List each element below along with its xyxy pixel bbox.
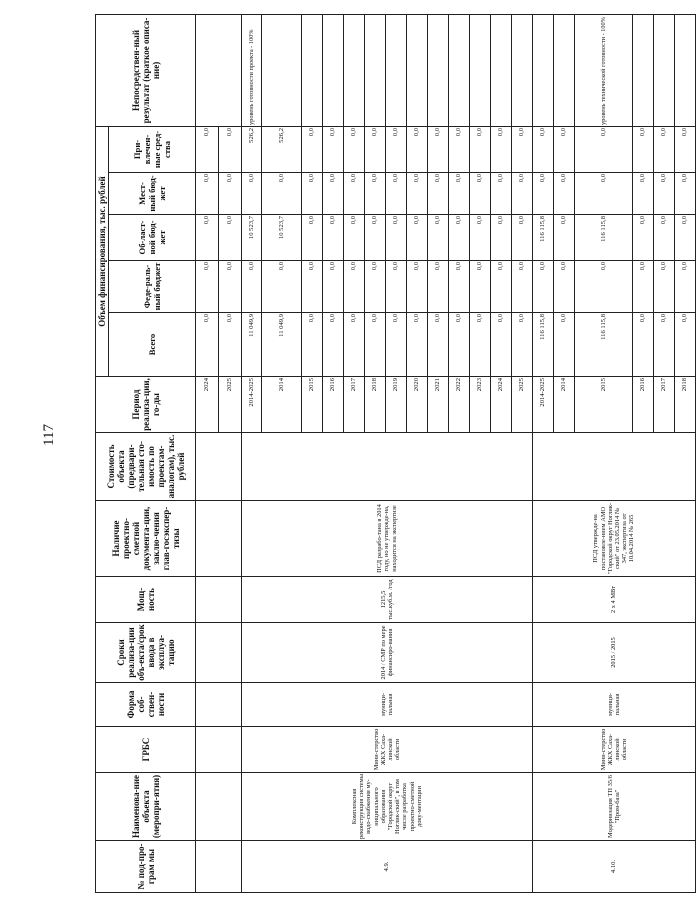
investment-table — [95, 14, 696, 893]
regional-cell: 0,0 — [386, 215, 407, 261]
local-cell: 0,0 — [344, 173, 365, 215]
cont-cell — [196, 14, 242, 126]
federal-cell: 0,0 — [242, 261, 262, 313]
cont-cell — [196, 727, 242, 773]
table-row — [196, 14, 219, 892]
regional-cell: 0,0 — [554, 215, 575, 261]
attracted-cell: 0,0 — [428, 126, 449, 172]
obj49-name: Комплексная реконструкция системы водо-снабжения му-ниципального образования "Городской округ Ноглик-ский", в том числе разработка проектно-сметной доку-ментации — [242, 773, 533, 841]
obj410-terms: 2015 / 2015 — [533, 623, 696, 683]
local-cell: 0,0 — [365, 173, 386, 215]
header-funding: Объем финансирования, тыс. рублей — [96, 126, 109, 376]
local-cell: 0,0 — [654, 173, 675, 215]
total-cell: 116 115,8 — [575, 313, 633, 377]
empty-result-cell — [470, 14, 491, 126]
total-cell: 0,0 — [675, 313, 696, 377]
total-cell: 0,0 — [554, 313, 575, 377]
header-regional: Об-ласт-ной бюд-жет — [109, 215, 196, 261]
federal-cell: 0,0 — [512, 261, 533, 313]
total-cell: 11 049,9 — [242, 313, 262, 377]
total-cell: 116 115,8 — [533, 313, 554, 377]
local-cell: 0,0 — [554, 173, 575, 215]
total-cell: 0,0 — [512, 313, 533, 377]
total-cell: 0,0 — [449, 313, 470, 377]
attracted-cell: 526,2 — [262, 126, 302, 172]
header-local: Мест-ный бюд-жет — [109, 173, 196, 215]
header-cost: Стоимость объекта (предвари-тельная сто-имость по проектам-аналогам), тыс. рублей — [96, 433, 196, 501]
period-cell: 2021 — [428, 377, 449, 433]
attracted-cell: 0,0 — [512, 126, 533, 172]
obj49-form: муници-пальная — [242, 683, 533, 727]
total-cell: 11 049,9 — [262, 313, 302, 377]
header-federal: Феде-раль-ный бюджет — [109, 261, 196, 313]
header-power: Мощ-ность — [96, 577, 196, 623]
obj410-psd: ПСД утвержде-на постановле-нием АМО "Городской округ Ноглик-ский" от 23.05.2014 № 347, экспертиза от 10.04.2014 № 265 — [533, 501, 696, 577]
total-cell: 0,0 — [428, 313, 449, 377]
regional-cell: 0,0 — [323, 215, 344, 261]
regional-cell: 116 115,8 — [575, 215, 633, 261]
attracted-cell: 0,0 — [386, 126, 407, 172]
local-cell: 0,0 — [428, 173, 449, 215]
attracted-cell: 0,0 — [675, 126, 696, 172]
empty-result-cell — [533, 14, 554, 126]
cont-cell — [196, 433, 242, 501]
federal-cell: 0,0 — [533, 261, 554, 313]
empty-result-cell — [386, 14, 407, 126]
empty-result-cell — [323, 14, 344, 126]
header-terms: Сроки реализа-ции объ-екта/срок ввода в эксплуа-тацию — [96, 623, 196, 683]
attracted-cell: 0,0 — [302, 126, 323, 172]
rotated-table-container — [95, 15, 689, 893]
regional-cell: 0,0 — [344, 215, 365, 261]
period-cell: 2017 — [344, 377, 365, 433]
attracted-cell: 0,0 — [365, 126, 386, 172]
period-cell: 2025 — [512, 377, 533, 433]
federal-cell: 0,0 — [675, 261, 696, 313]
federal-cell: 0,0 — [323, 261, 344, 313]
regional-cell: 0,0 — [449, 215, 470, 261]
attracted-cell: 0,0 — [449, 126, 470, 172]
header-num: № под-про-грам мы — [96, 841, 196, 893]
regional-cell: 0,0 — [512, 215, 533, 261]
attracted-cell: 0,0 — [491, 126, 512, 172]
attracted-cell: 0,0 — [470, 126, 491, 172]
period-cell: 2014-2025 — [533, 377, 554, 433]
page-number: 117 — [41, 424, 57, 446]
attracted-cell: 0,0 — [219, 126, 242, 172]
empty-result-cell — [407, 14, 428, 126]
cont-cell — [196, 623, 242, 683]
total-cell: 0,0 — [323, 313, 344, 377]
federal-cell: 0,0 — [449, 261, 470, 313]
attracted-cell: 0,0 — [633, 126, 654, 172]
regional-cell: 0,0 — [654, 215, 675, 261]
attracted-cell: 0,0 — [554, 126, 575, 172]
obj49-psd: ПСД разрабо-тана в 2014 году, но не утвержде-на, находится на экспертизе — [242, 501, 533, 577]
cont-cell — [196, 501, 242, 577]
total-cell: 0,0 — [365, 313, 386, 377]
header-psd: Наличие проектно-сметной документа-ции, заклю-чения глав-госэкспер-тизы — [96, 501, 196, 577]
period-cell: 2019 — [386, 377, 407, 433]
attracted-cell: 0,0 — [533, 126, 554, 172]
total-cell: 0,0 — [491, 313, 512, 377]
local-cell: 0,0 — [407, 173, 428, 215]
total-cell: 0,0 — [633, 313, 654, 377]
local-cell: 0,0 — [242, 173, 262, 215]
local-cell: 0,0 — [470, 173, 491, 215]
obj49-result: уровень готовности проекта - 100% — [242, 14, 262, 126]
empty-result-cell — [512, 14, 533, 126]
empty-result-cell — [675, 14, 696, 126]
period-cell: 2022 — [449, 377, 470, 433]
header-grbs: ГРБС — [96, 727, 196, 773]
regional-cell: 0,0 — [470, 215, 491, 261]
attracted-cell: 0,0 — [344, 126, 365, 172]
local-cell: 0,0 — [323, 173, 344, 215]
regional-cell: 10 523,7 — [242, 215, 262, 261]
empty-result-cell — [449, 14, 470, 126]
header-total: Всего — [109, 313, 196, 377]
period-cell: 2014-2025 — [242, 377, 262, 433]
empty-result-cell — [344, 14, 365, 126]
period-cell: 2015 — [575, 377, 633, 433]
regional-cell: 0,0 — [675, 215, 696, 261]
period-cell: 2016 — [323, 377, 344, 433]
period-cell: 2024 — [196, 377, 219, 433]
federal-cell: 0,0 — [654, 261, 675, 313]
empty-result-cell — [491, 14, 512, 126]
obj410-grbs: Мини-стерство ЖКХ Саха-линской области — [533, 727, 696, 773]
cont-cell — [196, 841, 242, 893]
empty-result-cell — [302, 14, 323, 126]
obj49-power: 1215,5 тыс.куб.м. /год — [242, 577, 533, 623]
federal-cell: 0,0 — [262, 261, 302, 313]
period-cell: 2023 — [470, 377, 491, 433]
empty-result-cell — [554, 14, 575, 126]
total-cell: 0,0 — [196, 313, 219, 377]
cont-cell — [196, 683, 242, 727]
federal-cell: 0,0 — [365, 261, 386, 313]
local-cell: 0,0 — [449, 173, 470, 215]
attracted-cell: 0,0 — [196, 126, 219, 172]
header-form: Форма соб-ствен-ности — [96, 683, 196, 727]
obj410-name: Модернизация ТП 35/6 "Пром-база" — [533, 773, 696, 841]
empty-result-cell — [428, 14, 449, 126]
local-cell: 0,0 — [512, 173, 533, 215]
regional-cell: 0,0 — [196, 215, 219, 261]
obj49-num: 4.9. — [242, 841, 533, 893]
attracted-cell: 526,2 — [242, 126, 262, 172]
local-cell: 0,0 — [219, 173, 242, 215]
table-row — [242, 14, 262, 892]
regional-cell: 10 523,7 — [262, 215, 302, 261]
federal-cell: 0,0 — [470, 261, 491, 313]
period-cell: 2014 — [262, 377, 302, 433]
local-cell: 0,0 — [675, 173, 696, 215]
cont-cell — [196, 577, 242, 623]
federal-cell: 0,0 — [407, 261, 428, 313]
federal-cell: 0,0 — [491, 261, 512, 313]
federal-cell: 0,0 — [302, 261, 323, 313]
attracted-cell: 0,0 — [575, 126, 633, 172]
empty-result-cell — [262, 14, 302, 126]
attracted-cell: 0,0 — [323, 126, 344, 172]
period-cell: 2015 — [302, 377, 323, 433]
local-cell: 0,0 — [633, 173, 654, 215]
total-cell: 0,0 — [344, 313, 365, 377]
federal-cell: 0,0 — [386, 261, 407, 313]
local-cell: 0,0 — [302, 173, 323, 215]
regional-cell: 0,0 — [407, 215, 428, 261]
header-name: Наименова-ние объекта (меропри-ятия) — [96, 773, 196, 841]
local-cell: 0,0 — [196, 173, 219, 215]
local-cell: 0,0 — [491, 173, 512, 215]
regional-cell: 116 115,8 — [533, 215, 554, 261]
total-cell: 0,0 — [470, 313, 491, 377]
local-cell: 0,0 — [575, 173, 633, 215]
federal-cell: 0,0 — [196, 261, 219, 313]
header-attracted: При-влечен-ные сред-ства — [109, 126, 196, 172]
total-cell: 0,0 — [654, 313, 675, 377]
obj49-cost — [242, 433, 533, 501]
period-cell: 2016 — [633, 377, 654, 433]
local-cell: 0,0 — [262, 173, 302, 215]
obj410-power: 2 х 4 МВт — [533, 577, 696, 623]
empty-result-cell — [365, 14, 386, 126]
period-cell: 2020 — [407, 377, 428, 433]
total-cell: 0,0 — [407, 313, 428, 377]
federal-cell: 0,0 — [633, 261, 654, 313]
regional-cell: 0,0 — [365, 215, 386, 261]
empty-result-cell — [633, 14, 654, 126]
regional-cell: 0,0 — [491, 215, 512, 261]
regional-cell: 0,0 — [633, 215, 654, 261]
total-cell: 0,0 — [302, 313, 323, 377]
cont-cell — [196, 773, 242, 841]
federal-cell: 0,0 — [428, 261, 449, 313]
total-cell: 0,0 — [219, 313, 242, 377]
regional-cell: 0,0 — [219, 215, 242, 261]
header-period: Период реализа-ции, го-ды — [96, 377, 196, 433]
attracted-cell: 0,0 — [407, 126, 428, 172]
period-cell: 2017 — [654, 377, 675, 433]
regional-cell: 0,0 — [302, 215, 323, 261]
federal-cell: 0,0 — [554, 261, 575, 313]
obj410-num: 4.10. — [533, 841, 696, 893]
period-cell: 2024 — [491, 377, 512, 433]
header-result: Непосредствен-ный результат (краткое описа-ние) — [96, 14, 196, 126]
period-cell: 2018 — [675, 377, 696, 433]
period-cell: 2025 — [219, 377, 242, 433]
period-cell: 2014 — [554, 377, 575, 433]
federal-cell: 0,0 — [575, 261, 633, 313]
period-cell: 2018 — [365, 377, 386, 433]
local-cell: 0,0 — [386, 173, 407, 215]
obj49-grbs: Мини-стерство ЖКХ Саха-линской области — [242, 727, 533, 773]
regional-cell: 0,0 — [428, 215, 449, 261]
obj410-cost — [533, 433, 696, 501]
total-cell: 0,0 — [386, 313, 407, 377]
obj49-terms: 2014 / СМР по мере финансиро-вания — [242, 623, 533, 683]
obj410-result: уровень технической готовности - 100% — [575, 14, 633, 126]
federal-cell: 0,0 — [344, 261, 365, 313]
empty-result-cell — [654, 14, 675, 126]
obj410-form: муници-пальная — [533, 683, 696, 727]
federal-cell: 0,0 — [219, 261, 242, 313]
local-cell: 0,0 — [533, 173, 554, 215]
table-row — [533, 14, 554, 892]
attracted-cell: 0,0 — [654, 126, 675, 172]
